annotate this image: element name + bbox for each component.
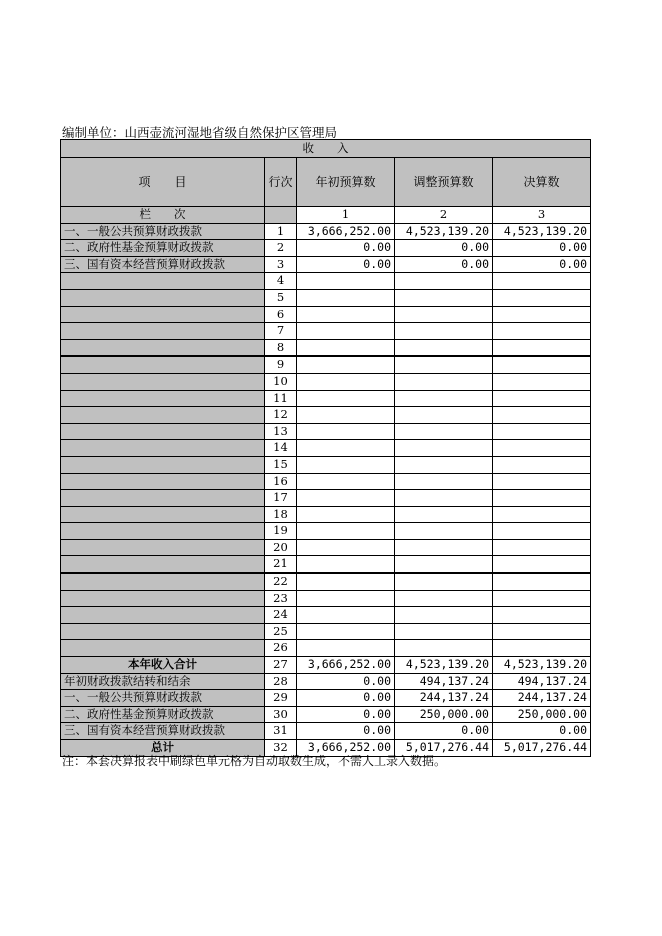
row-initial-budget: 0.00 [297, 690, 395, 707]
row-adjusted-budget: 494,137.24 [395, 673, 493, 690]
table-row [61, 240, 591, 257]
row-line-number: 15 [265, 456, 297, 473]
row-adjusted-budget [395, 623, 493, 640]
row-final-amount [493, 490, 591, 507]
row-label [61, 440, 265, 457]
row-line-number: 27 [265, 657, 297, 674]
row-final-amount [493, 539, 591, 556]
row-line-number: 21 [265, 556, 297, 573]
row-initial-budget [297, 373, 395, 390]
row-adjusted-budget [395, 323, 493, 340]
row-initial-budget [297, 423, 395, 440]
row-adjusted-budget [395, 539, 493, 556]
row-label [61, 623, 265, 640]
column-index-row [61, 207, 591, 224]
table-row [61, 323, 591, 340]
row-initial-budget [297, 573, 395, 590]
row-adjusted-budget [395, 339, 493, 356]
row-initial-budget: 0.00 [297, 256, 395, 273]
row-line-number: 28 [265, 673, 297, 690]
row-label [61, 607, 265, 624]
row-adjusted-budget [395, 456, 493, 473]
row-final-amount [493, 289, 591, 306]
row-adjusted-budget [395, 640, 493, 657]
row-final-amount [493, 473, 591, 490]
row-label [61, 373, 265, 390]
row-line-number: 29 [265, 690, 297, 707]
row-adjusted-budget: 4,523,139.20 [395, 657, 493, 674]
row-final-amount [493, 339, 591, 356]
row-initial-budget [297, 607, 395, 624]
row-label: 一、一般公共预算财政拨款 [61, 690, 265, 707]
row-initial-budget [297, 390, 395, 407]
row-final-amount: 250,000.00 [493, 706, 591, 723]
reporting-unit-label: 编制单位：山西壶流河湿地省级自然保护区管理局 [62, 125, 338, 140]
row-label: 二、政府性基金预算财政拨款 [61, 240, 265, 257]
row-final-amount: 0.00 [493, 256, 591, 273]
row-label [61, 423, 265, 440]
row-line-number: 1 [265, 223, 297, 240]
row-initial-budget [297, 339, 395, 356]
row-label: 三、国有资本经营预算财政拨款 [61, 256, 265, 273]
column-index-1: 1 [297, 207, 395, 224]
row-label: 一、一般公共预算财政拨款 [61, 223, 265, 240]
column-index-2: 2 [395, 207, 493, 224]
row-adjusted-budget [395, 390, 493, 407]
table-row [61, 506, 591, 523]
row-line-number: 8 [265, 339, 297, 356]
row-final-amount [493, 306, 591, 323]
row-initial-budget: 0.00 [297, 240, 395, 257]
row-label [61, 306, 265, 323]
row-label: 年初财政拨款结转和结余 [61, 673, 265, 690]
table-row [61, 723, 591, 740]
row-adjusted-budget [395, 289, 493, 306]
row-line-number: 10 [265, 373, 297, 390]
row-initial-budget: 0.00 [297, 723, 395, 740]
row-line-number: 16 [265, 473, 297, 490]
row-adjusted-budget [395, 490, 493, 507]
row-line-number: 24 [265, 607, 297, 624]
income-group-header: 收 入 [61, 140, 591, 158]
row-line-number: 12 [265, 407, 297, 424]
row-final-amount [493, 573, 591, 590]
table-row [61, 623, 591, 640]
row-label [61, 523, 265, 540]
row-adjusted-budget [395, 373, 493, 390]
row-initial-budget [297, 289, 395, 306]
row-adjusted-budget [395, 440, 493, 457]
row-final-amount: 0.00 [493, 240, 591, 257]
row-adjusted-budget: 0.00 [395, 723, 493, 740]
row-line-number: 11 [265, 390, 297, 407]
row-line-number: 14 [265, 440, 297, 457]
row-initial-budget [297, 556, 395, 573]
row-line-number: 2 [265, 240, 297, 257]
table-row [61, 456, 591, 473]
row-adjusted-budget [395, 590, 493, 607]
table-row [61, 523, 591, 540]
row-final-amount [493, 590, 591, 607]
row-adjusted-budget: 250,000.00 [395, 706, 493, 723]
row-line-number: 4 [265, 273, 297, 290]
row-final-amount [493, 640, 591, 657]
row-line-number: 5 [265, 289, 297, 306]
row-final-amount [493, 373, 591, 390]
row-line-number: 9 [265, 356, 297, 373]
final-accounts-column-header: 决算数 [493, 158, 591, 207]
row-final-amount [493, 607, 591, 624]
footnote: 注：本套决算报表中刷绿色单元格为自动取数生成，不需人工录入数据。 [62, 754, 447, 768]
table-row [61, 390, 591, 407]
table-row [61, 573, 591, 590]
row-label [61, 407, 265, 424]
row-label [61, 456, 265, 473]
row-label [61, 490, 265, 507]
row-label [61, 323, 265, 340]
row-line-number: 18 [265, 506, 297, 523]
row-line-number: 25 [265, 623, 297, 640]
row-initial-budget [297, 456, 395, 473]
row-adjusted-budget: 0.00 [395, 240, 493, 257]
row-line-number: 7 [265, 323, 297, 340]
table-row [61, 690, 591, 707]
row-initial-budget: 0.00 [297, 706, 395, 723]
row-final-amount [493, 440, 591, 457]
table-row [61, 657, 591, 674]
row-initial-budget [297, 356, 395, 373]
row-label [61, 640, 265, 657]
row-final-amount: 4,523,139.20 [493, 223, 591, 240]
table-row [61, 339, 591, 356]
table-row [61, 223, 591, 240]
row-final-amount [493, 356, 591, 373]
row-line-number: 23 [265, 590, 297, 607]
row-adjusted-budget: 0.00 [395, 256, 493, 273]
row-initial-budget [297, 506, 395, 523]
row-label: 本年收入合计 [61, 657, 265, 674]
table-row [61, 423, 591, 440]
row-initial-budget [297, 473, 395, 490]
row-adjusted-budget [395, 306, 493, 323]
table-row [61, 407, 591, 424]
row-label [61, 339, 265, 356]
row-adjusted-budget: 244,137.24 [395, 690, 493, 707]
row-initial-budget [297, 539, 395, 556]
row-final-amount [493, 273, 591, 290]
row-line-number: 20 [265, 539, 297, 556]
initial-budget-column-header: 年初预算数 [297, 158, 395, 207]
table-row [61, 356, 591, 373]
column-index-line [265, 207, 297, 224]
row-initial-budget [297, 640, 395, 657]
row-adjusted-budget [395, 473, 493, 490]
row-line-number: 13 [265, 423, 297, 440]
row-label [61, 356, 265, 373]
row-initial-budget [297, 490, 395, 507]
table-row [61, 556, 591, 573]
row-line-number: 22 [265, 573, 297, 590]
table-row [61, 640, 591, 657]
row-final-amount [493, 523, 591, 540]
table-row [61, 490, 591, 507]
row-final-amount [493, 623, 591, 640]
row-label: 二、政府性基金预算财政拨款 [61, 706, 265, 723]
table-row [61, 473, 591, 490]
row-line-number: 26 [265, 640, 297, 657]
row-initial-budget: 0.00 [297, 673, 395, 690]
row-line-number: 19 [265, 523, 297, 540]
row-final-amount: 244,137.24 [493, 690, 591, 707]
row-label [61, 556, 265, 573]
table-row [61, 539, 591, 556]
row-adjusted-budget [395, 423, 493, 440]
row-adjusted-budget [395, 273, 493, 290]
row-adjusted-budget [395, 523, 493, 540]
row-initial-budget [297, 590, 395, 607]
row-final-amount [493, 506, 591, 523]
row-final-amount [493, 390, 591, 407]
table-row [61, 373, 591, 390]
row-line-number: 6 [265, 306, 297, 323]
table-row [61, 673, 591, 690]
row-label [61, 390, 265, 407]
column-index-label: 栏 次 [61, 207, 265, 224]
row-final-amount: 4,523,139.20 [493, 657, 591, 674]
row-initial-budget: 3,666,252.00 [297, 223, 395, 240]
row-final-amount [493, 407, 591, 424]
row-label: 三、国有资本经营预算财政拨款 [61, 723, 265, 740]
column-index-3: 3 [493, 207, 591, 224]
line-number-column-header: 行次 [265, 158, 297, 207]
row-label [61, 289, 265, 306]
row-initial-budget [297, 273, 395, 290]
table-row [61, 289, 591, 306]
row-final-amount [493, 556, 591, 573]
row-final-amount: 494,137.24 [493, 673, 591, 690]
table-row [61, 706, 591, 723]
row-adjusted-budget [395, 506, 493, 523]
table-row [61, 440, 591, 457]
row-line-number: 3 [265, 256, 297, 273]
row-adjusted-budget [395, 573, 493, 590]
row-adjusted-budget [395, 556, 493, 573]
row-initial-budget [297, 440, 395, 457]
row-final-amount [493, 456, 591, 473]
item-column-header: 项 目 [61, 158, 265, 207]
header-main-row [61, 158, 591, 207]
row-label [61, 473, 265, 490]
row-final-amount [493, 423, 591, 440]
row-label [61, 539, 265, 556]
row-adjusted-budget [395, 407, 493, 424]
budget-income-table [60, 139, 591, 757]
table-row [61, 273, 591, 290]
row-final-amount: 5,017,276.44 [493, 740, 591, 757]
row-label: 总计 [61, 740, 265, 757]
row-line-number: 30 [265, 706, 297, 723]
row-label [61, 273, 265, 290]
row-initial-budget [297, 306, 395, 323]
row-initial-budget: 3,666,252.00 [297, 740, 395, 757]
row-initial-budget [297, 623, 395, 640]
row-label [61, 573, 265, 590]
row-initial-budget [297, 407, 395, 424]
row-adjusted-budget: 5,017,276.44 [395, 740, 493, 757]
row-final-amount [493, 323, 591, 340]
row-adjusted-budget [395, 356, 493, 373]
row-adjusted-budget: 4,523,139.20 [395, 223, 493, 240]
header-group-row [61, 140, 591, 158]
row-label [61, 506, 265, 523]
row-final-amount: 0.00 [493, 723, 591, 740]
row-initial-budget [297, 523, 395, 540]
row-line-number: 32 [265, 740, 297, 757]
table-row [61, 590, 591, 607]
row-initial-budget [297, 323, 395, 340]
adjusted-budget-column-header: 调整预算数 [395, 158, 493, 207]
row-line-number: 17 [265, 490, 297, 507]
row-adjusted-budget [395, 607, 493, 624]
table-row [61, 256, 591, 273]
row-label [61, 590, 265, 607]
table-row [61, 306, 591, 323]
table-row [61, 607, 591, 624]
row-line-number: 31 [265, 723, 297, 740]
row-initial-budget: 3,666,252.00 [297, 657, 395, 674]
